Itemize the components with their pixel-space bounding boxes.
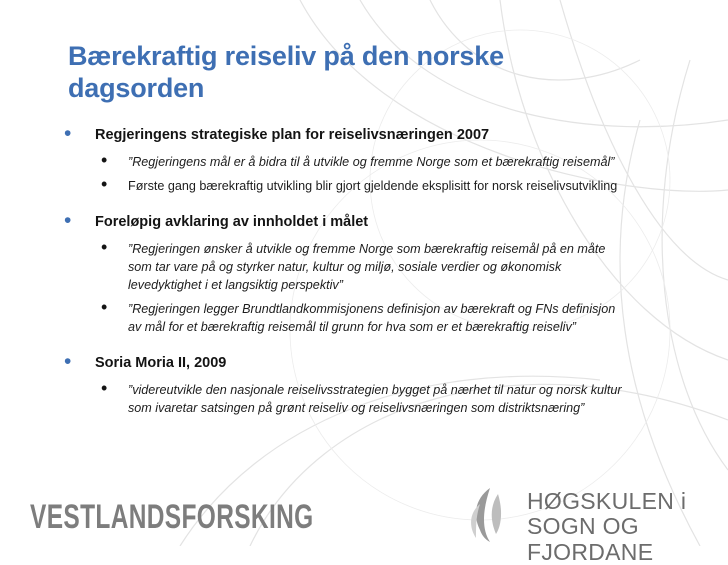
list-item: • ”Regjeringen legger Brundtlandkommisjonens definisjon av bærekraft og FNs definisjon av mål for et bærekraftig reisemål til grunn for hva som er et bærekraftig reiseliv”: [101, 297, 616, 334]
hogskulen-logo-icon: [456, 484, 516, 544]
slide-title: Bærekraftig reiseliv på den norske dagsorden: [68, 41, 504, 103]
bullet-icon: •: [101, 150, 108, 170]
list-item: • ”videreutvikle den nasjonale reiselivsstrategien bygget på nærhet til natur og norsk kultur som ivaretar satsingen på grønt reiseliv og reiselivsnæringen som distriktsnæring”: [101, 378, 622, 415]
list-item: • ”Regjeringens mål er å bidra til å utvikle og fremme Norge som et bærekraftig reisemål”: [101, 150, 615, 170]
bullet-icon: •: [101, 297, 108, 317]
hogskulen-logo-line2: SOGN OG FJORDANE: [527, 513, 654, 565]
bullet-icon: •: [64, 209, 72, 232]
section-heading: • Foreløpig avklaring av innholdet i målet: [64, 209, 369, 232]
bullet-icon: •: [101, 378, 108, 398]
section-heading: • Regjeringens strategiske plan for reiselivsnæringen 2007: [64, 122, 490, 145]
vestlandsforsking-logo: VESTLANDSFORSKING: [30, 498, 314, 536]
hogskulen-logo-line1: HØGSKULEN i: [527, 488, 687, 514]
bullet-icon: •: [64, 350, 72, 373]
list-item: • Første gang bærekraftig utvikling blir gjort gjeldende eksplisitt for norsk reiselivsutvikling: [101, 174, 618, 194]
section-heading: • Soria Moria II, 2009: [64, 350, 227, 373]
slide-content: [64, 122, 624, 417]
bullet-icon: •: [101, 174, 108, 194]
bullet-icon: •: [101, 237, 108, 257]
bullet-icon: •: [64, 122, 72, 145]
list-item: • ”Regjeringen ønsker å utvikle og fremme Norge som bærekraftig reisemål på en måte som tar vare på og styrker natur, kultur og miljø, sosiale verdier og økonomisk levedyktighet i et langsiktig perspektiv”: [101, 237, 606, 292]
